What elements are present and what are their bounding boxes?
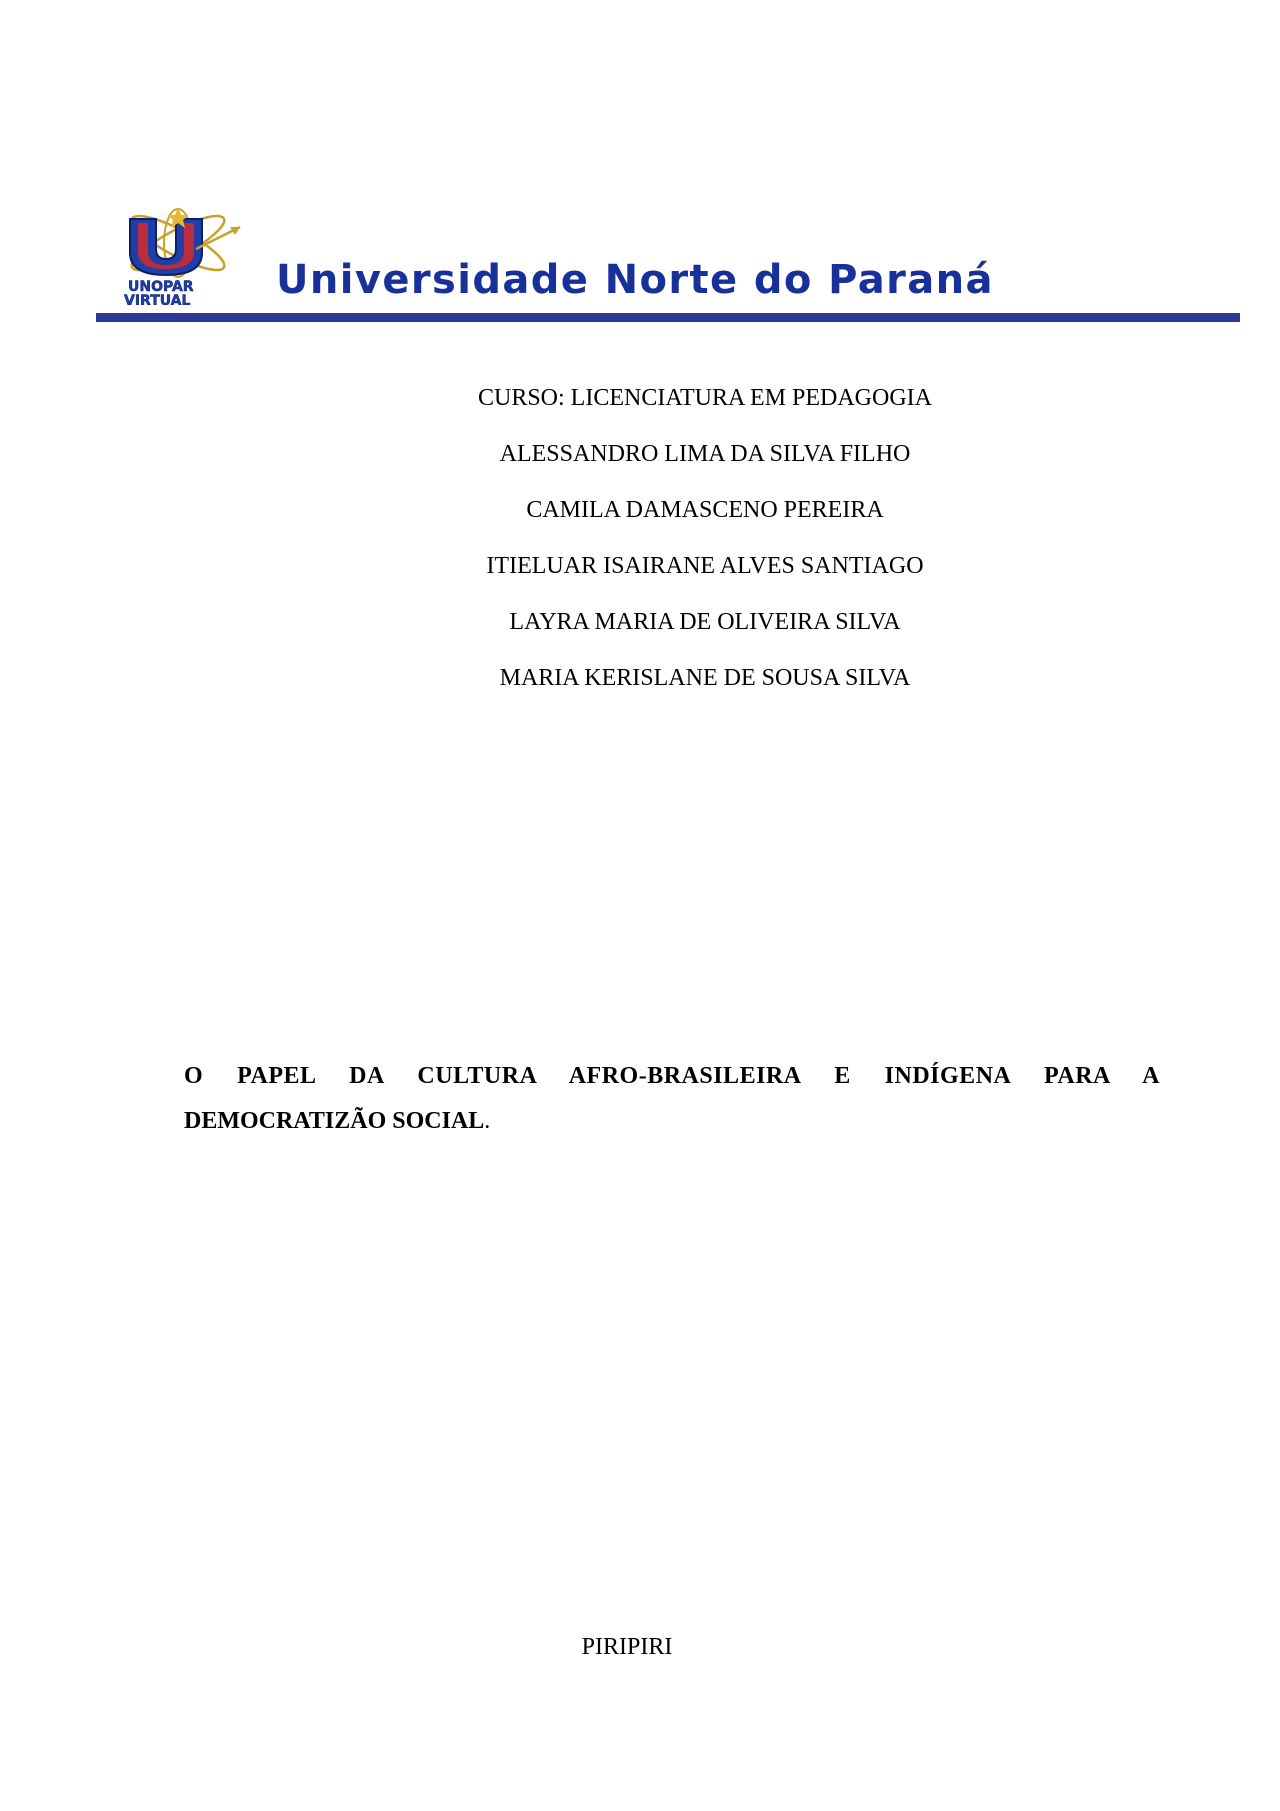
- author-name: MARIA KERISLANE DE SOUSA SILVA: [499, 665, 911, 691]
- logo-text-line1: UNOPAR: [128, 279, 194, 295]
- work-title: [184, 1054, 1160, 1144]
- city-name: PIRIPIRI: [581, 1634, 673, 1660]
- unopar-virtual-logo: [116, 205, 246, 305]
- title-line-2: [184, 1099, 1160, 1144]
- logo-text-line2: VIRTUAL: [124, 293, 191, 305]
- header-rule: [96, 313, 1240, 322]
- title-line-2-text: DEMOCRATIZÃO SOCIAL: [184, 1108, 485, 1134]
- page-header: [96, 205, 1240, 325]
- university-name: Universidade Norte do Paraná: [276, 257, 994, 303]
- course-line: CURSO: LICENCIATURA EM PEDAGOGIA: [477, 385, 933, 411]
- author-name: ITIELUAR ISAIRANE ALVES SANTIAGO: [486, 553, 924, 579]
- author-name: ALESSANDRO LIMA DA SILVA FILHO: [499, 441, 911, 467]
- author-name: LAYRA MARIA DE OLIVEIRA SILVA: [509, 609, 901, 635]
- cover-info: [0, 382, 1280, 718]
- author-name: CAMILA DAMASCENO PEREIRA: [526, 497, 884, 523]
- title-line-1: O PAPEL DA CULTURA AFRO-BRASILEIRA E INDÍGENA PARA A: [184, 1063, 1160, 1089]
- title-period: .: [484, 1108, 491, 1134]
